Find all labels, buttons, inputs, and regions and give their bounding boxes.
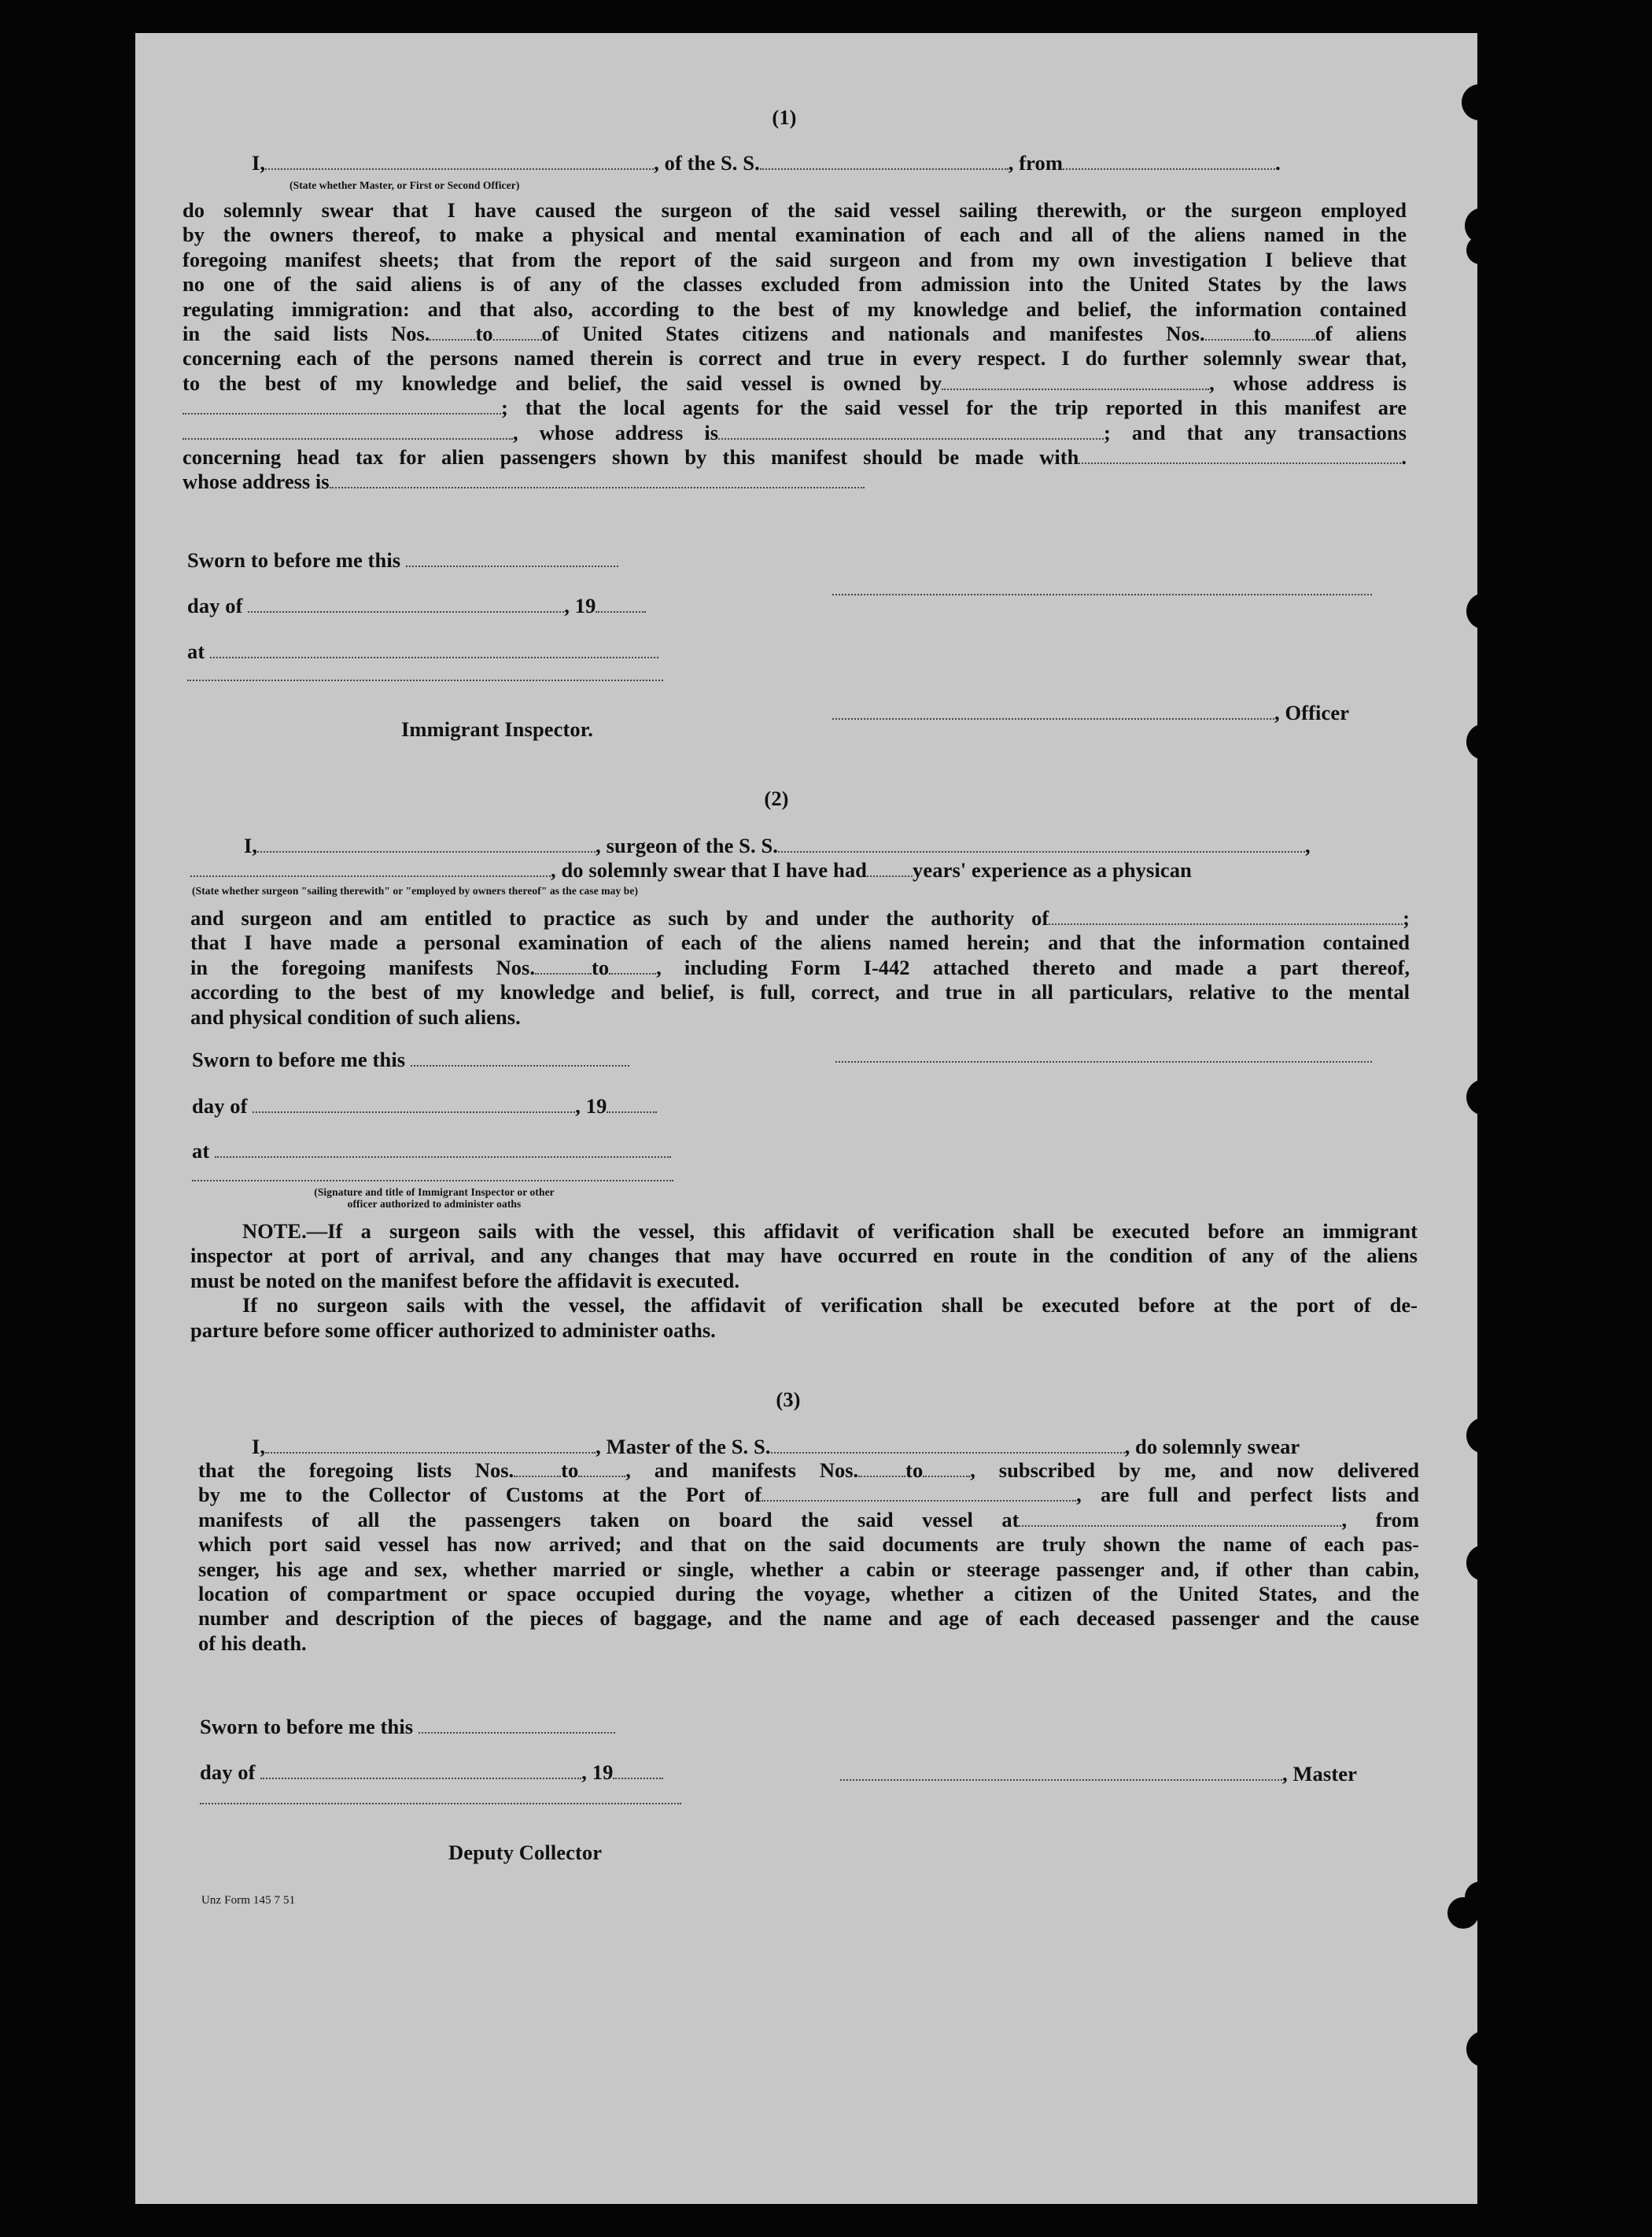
s1-month-field[interactable] (248, 597, 564, 613)
surgeon-status-note: (State whether surgeon "sailing therewith" or "employed by owners thereof" as the case may be) (192, 885, 639, 897)
s3-dayof-line: day of , 19 (200, 1760, 663, 1785)
s2-manifest-from-field[interactable] (535, 959, 592, 975)
binder-hole (1466, 724, 1503, 760)
officer-name-field[interactable] (265, 154, 654, 170)
s2-sworn-line: Sworn to before me this (192, 1048, 629, 1072)
form-number: Unz Form 145 7 51 (201, 1894, 296, 1907)
vessel-owner-field[interactable] (942, 374, 1209, 390)
surgeon-declaration-line-1: I, , surgeon of the S. S. , (244, 834, 1311, 857)
master-declaration-line: I, , Master of the S. S. , do solemnly swear (252, 1435, 1300, 1458)
s2-signature-note: (Signature and title of Immigrant Inspector or other officer authorized to administer oaths (314, 1186, 555, 1210)
head-tax-address-field[interactable] (330, 473, 865, 488)
s3-sworn-day-field[interactable] (419, 1718, 615, 1734)
s2-place-field[interactable] (215, 1142, 671, 1158)
section-2-body: and surgeon and am entitled to practice as such by and under the authority of ; that I have made a personal examination of each of the aliens named herein; and that the information contained in the foregoing manifests Nos. to , including Form I-442 attached thereto and made a part thereof, according to the best of my knowledge and belief, is full, correct, and true in all particulars, relative to the mental and physical condition of such aliens. (190, 906, 1410, 1029)
section-2-heading: (2) (764, 787, 789, 810)
head-tax-contact-field[interactable] (1079, 448, 1401, 464)
s3-sworn-line: Sworn to before me this (200, 1715, 615, 1739)
s2-dayof-line: day of , 19 (192, 1094, 657, 1118)
s1-place-field[interactable] (210, 643, 658, 658)
s1-inspector-signature-line[interactable] (187, 680, 663, 681)
surgeon-declaration-line-2: , do solemnly swear that I have had years' experience as a physican (190, 858, 1192, 883)
deputy-collector-label: Deputy Collector (448, 1841, 603, 1864)
s1-dayof-line: day of , 19 (187, 594, 646, 618)
s1-officer-name-field[interactable] (832, 704, 1274, 720)
s1-sworn-line: Sworn to before me this (187, 548, 618, 573)
local-agents-field[interactable] (183, 424, 513, 440)
s1-officer-line: , Officer (832, 701, 1349, 725)
binder-hole (1466, 1417, 1503, 1454)
s2-at-line: at (192, 1139, 671, 1163)
citizen-list-from-field[interactable] (430, 325, 475, 341)
alien-manifest-from-field[interactable] (1205, 325, 1254, 341)
binder-hole (1466, 2031, 1503, 2067)
s1-at-line: at (187, 639, 658, 664)
s3-list-to-field[interactable] (578, 1461, 625, 1477)
vessel-name-field[interactable] (760, 154, 1009, 170)
officer-declaration-line: I, , of the S. S. , from . (252, 151, 1281, 175)
s2-year-field[interactable] (607, 1097, 657, 1113)
s1-inspector-label: Immigrant Inspector. (401, 717, 593, 741)
binder-hole (1466, 236, 1495, 264)
section-1-heading: (1) (772, 105, 797, 129)
manifest-verification-form (135, 33, 1477, 2204)
binder-hole (1466, 1545, 1503, 1581)
alien-manifest-to-field[interactable] (1271, 325, 1315, 341)
section-2-note: NOTE.—If a surgeon sails with the vessel, this affidavit of verification shall be executed before an immigrant inspector at port of arrival, and any changes that may have occurred en route in the condition of any of the aliens must be noted on the manifest before the affidavit is executed. If no surgeon sails with the vessel, the affidavit of verification shall be executed before at the port of de- parture before some officer authorized to administer oaths. (190, 1219, 1418, 1342)
s3-manifest-from-field[interactable] (858, 1461, 905, 1477)
s3-year-field[interactable] (613, 1763, 663, 1779)
section-3-body: that the foregoing lists Nos. to , and manifests Nos. to , subscribed by me, and now delivered by me to the Collector of Customs at the Port of , are full and perfect lists and manifests of all the passengers taken on board the said vessel at , from which port said vessel has now arrived; and that on the said documents are truly shown the name of each pas- senger, his age and sex, whether married or single, whether a cabin or steerage passenger and, if other than cabin, location of compartment or space occupied during the voyage, whether a citizen of the United States, and the number and description of the pieces of baggage, and the name and age of each deceased passenger and the cause of his death. (198, 1458, 1419, 1655)
surgeon-name-field[interactable] (257, 837, 596, 853)
section-3-heading: (3) (776, 1388, 801, 1411)
citizen-list-to-field[interactable] (493, 325, 542, 341)
s2-month-field[interactable] (253, 1097, 575, 1113)
master-vessel-field[interactable] (771, 1438, 1125, 1454)
from-port-field[interactable] (1063, 154, 1275, 170)
officer-rank-note: (State whether Master, or First or Second Officer) (289, 179, 520, 191)
s1-officer-signature-line[interactable] (832, 594, 1372, 595)
s2-sworn-day-field[interactable] (411, 1051, 629, 1067)
master-name-field[interactable] (265, 1438, 596, 1454)
years-experience-field[interactable] (867, 861, 913, 877)
surgeon-status-field[interactable] (190, 861, 551, 877)
section-1-body: do solemnly swear that I have caused the surgeon of the said vessel sailing therewith, or the surgeon employed by the owners thereof, to make a physical and mental examination of each and all of the aliens named in the foregoing manifest sheets; that from the report of the said surgeon and from my own investigation I believe that no one of the said aliens is of any of the classes excluded from admission into the United States by the laws regulating immigration: and that also, according to the best of my knowledge and belief, the information contained in the said lists Nos. to of United States citizens and nationals and manifestes Nos. to of aliens concerning each of the persons named therein is correct and true in every respect. I do further solemnly swear that, to the best of my knowledge and belief, the said vessel is owned by , whose address is ; that the local agents for the said vessel for the trip reported in this manifest are , whose address is ; and that any transactions concerning head tax for alien passengers shown by this manifest should be made with . whose address is (183, 198, 1407, 494)
s2-surgeon-signature-line[interactable] (835, 1061, 1372, 1063)
licensing-authority-field[interactable] (1049, 909, 1403, 925)
surgeon-vessel-field[interactable] (778, 837, 1305, 853)
binder-hole (1465, 1881, 1496, 1913)
binder-hole (1462, 84, 1498, 120)
s2-manifest-to-field[interactable] (609, 959, 656, 975)
s1-sworn-day-field[interactable] (406, 551, 618, 567)
agents-address-field[interactable] (718, 424, 1104, 440)
s3-manifest-to-field[interactable] (923, 1461, 970, 1477)
s3-list-from-field[interactable] (514, 1461, 561, 1477)
owner-address-field[interactable] (183, 399, 501, 415)
binder-hole (1466, 1079, 1503, 1115)
s3-collector-signature-line[interactable] (200, 1803, 681, 1804)
s1-year-field[interactable] (596, 597, 646, 613)
customs-port-field[interactable] (761, 1486, 1076, 1502)
s3-master-signature-field[interactable] (840, 1765, 1282, 1781)
s2-inspector-signature-line[interactable] (192, 1180, 673, 1181)
binder-hole (1466, 593, 1503, 629)
s3-month-field[interactable] (260, 1763, 581, 1779)
boarding-port-field[interactable] (1019, 1511, 1341, 1527)
s3-master-line: , Master (840, 1762, 1357, 1786)
